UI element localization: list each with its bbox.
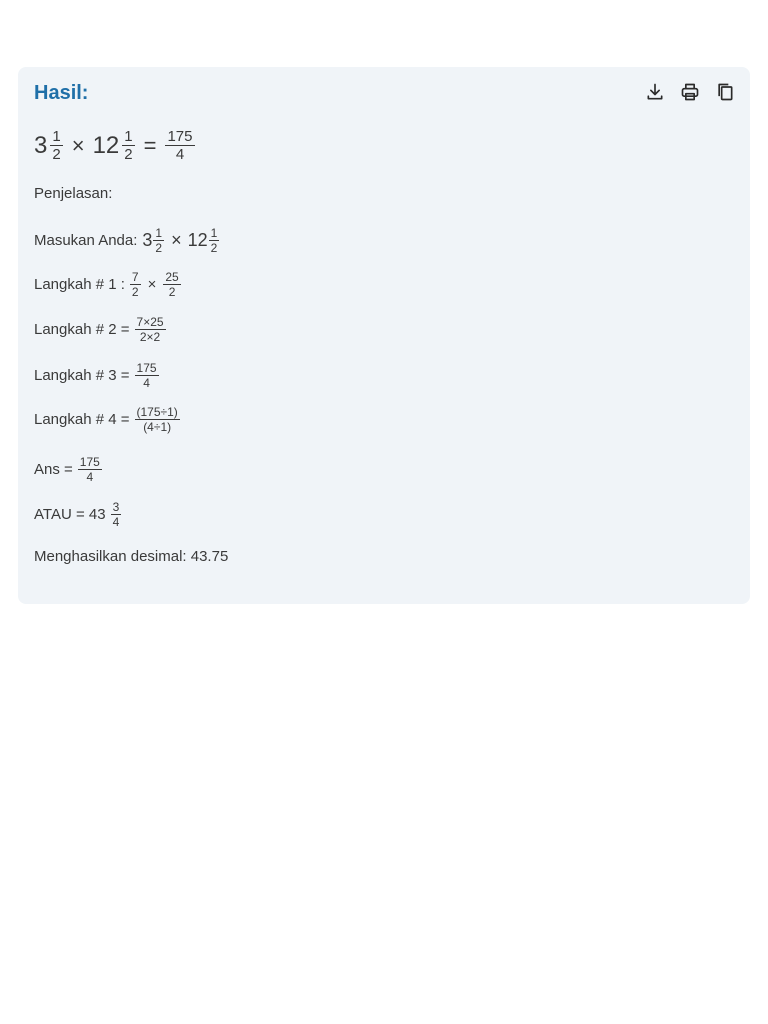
operand-a-whole: 3 bbox=[34, 131, 48, 159]
operand-b-fraction bbox=[122, 129, 134, 162]
step-2-line bbox=[34, 316, 167, 343]
fraction-denominator: 4 bbox=[86, 470, 94, 484]
result-toolbar bbox=[644, 81, 736, 103]
fraction-denominator: 4 bbox=[175, 146, 185, 163]
copy-icon[interactable] bbox=[714, 81, 736, 103]
input-a-fraction bbox=[153, 227, 164, 254]
mixed-number-label: ATAU = 43 bbox=[34, 506, 106, 523]
step-4-line bbox=[34, 406, 181, 433]
input-line bbox=[34, 227, 220, 254]
fraction-numerator: 3 bbox=[112, 500, 120, 514]
explanation-label bbox=[34, 185, 112, 202]
fraction-denominator: 2 bbox=[124, 146, 133, 163]
fraction-denominator: 2 bbox=[168, 285, 176, 299]
step-1-fraction-a bbox=[130, 271, 141, 298]
result-fraction bbox=[165, 129, 194, 162]
equals-operator: = bbox=[143, 132, 157, 158]
step-3-label: Langkah # 3 = bbox=[34, 367, 130, 384]
fraction-numerator: (175÷1) bbox=[136, 405, 178, 419]
input-b-fraction bbox=[209, 227, 220, 254]
multiply-operator: × bbox=[171, 230, 182, 250]
step-1-label: Langkah # 1 : bbox=[34, 276, 125, 293]
fraction-denominator: (4÷1) bbox=[143, 420, 172, 434]
operand-b-whole: 12 bbox=[92, 131, 120, 159]
fraction-numerator: 1 bbox=[52, 128, 61, 145]
fraction-numerator: 175 bbox=[136, 361, 157, 375]
step-2-label: Langkah # 2 = bbox=[34, 321, 130, 338]
main-equation bbox=[34, 129, 196, 162]
explanation-text: Penjelasan: bbox=[34, 185, 113, 202]
fraction-numerator: 175 bbox=[167, 128, 193, 145]
decimal-result: Menghasilkan desimal: 43.75 bbox=[34, 548, 229, 565]
mixed-number-fraction bbox=[111, 501, 122, 528]
fraction-numerator: 1 bbox=[124, 128, 133, 145]
fraction-numerator: 1 bbox=[155, 226, 163, 240]
answer-fraction bbox=[78, 456, 102, 483]
multiply-operator: × bbox=[71, 132, 85, 158]
operand-a-fraction bbox=[50, 129, 62, 162]
fraction-denominator: 2 bbox=[131, 285, 139, 299]
fraction-denominator: 2 bbox=[52, 146, 61, 163]
step-1-fraction-b bbox=[163, 271, 180, 298]
fraction-denominator: 4 bbox=[112, 515, 120, 529]
fraction-denominator: 4 bbox=[143, 376, 150, 390]
decimal-line bbox=[34, 548, 228, 565]
fraction-numerator: 175 bbox=[79, 455, 100, 469]
step-1-line bbox=[34, 271, 182, 298]
answer-line bbox=[34, 456, 103, 483]
input-b-whole: 12 bbox=[187, 230, 208, 250]
fraction-denominator: 2 bbox=[210, 241, 218, 255]
result-title: Hasil: bbox=[34, 82, 89, 104]
step-3-line bbox=[34, 362, 160, 389]
mixed-number-line bbox=[34, 501, 122, 528]
input-a-whole: 3 bbox=[142, 230, 153, 250]
download-icon[interactable] bbox=[644, 81, 666, 103]
input-label: Masukan Anda: bbox=[34, 232, 138, 249]
result-card bbox=[18, 67, 750, 604]
step-2-fraction bbox=[135, 316, 166, 343]
fraction-numerator: 7×25 bbox=[136, 315, 164, 329]
fraction-denominator: 2 bbox=[155, 241, 163, 255]
fraction-numerator: 7 bbox=[131, 270, 139, 284]
fraction-numerator: 25 bbox=[165, 270, 179, 284]
print-icon[interactable] bbox=[679, 81, 701, 103]
step-4-label: Langkah # 4 = bbox=[34, 411, 130, 428]
step-4-fraction bbox=[135, 406, 180, 433]
step-3-fraction bbox=[135, 362, 159, 389]
fraction-denominator: 2×2 bbox=[139, 330, 161, 344]
multiply-operator: × bbox=[147, 276, 157, 293]
fraction-numerator: 1 bbox=[210, 226, 218, 240]
answer-label: Ans = bbox=[34, 461, 73, 478]
